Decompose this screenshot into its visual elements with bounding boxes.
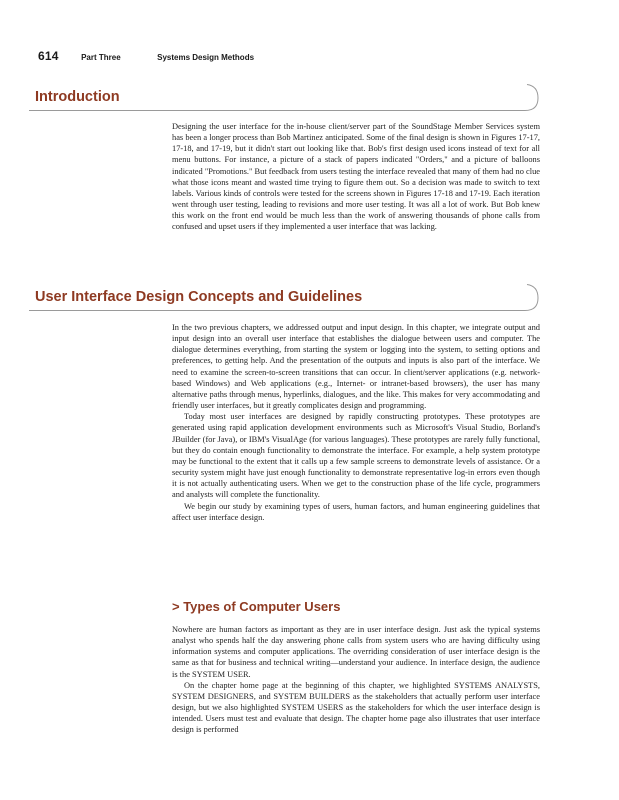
concepts-paragraph-1: In the two previous chapters, we addressed output and input design. In this chapter, we integrate output and input design into an overall user interface that establishes the dialogue between users and computer. The dialogue determines everything, from starting the system or logging into the system, to setting options and preferences, to getting help. And the presentation of the outputs and inputs is also part of the interface. We need to examine the screen-to-screen transitions that can occur. In client/server applications (e.g. network-based Windows) and Web applications (e.g., Internet- or intranet-based browsers), the user has many alternative paths through menus, hyperlinks, dialogues, and the like. This makes for very accommodating and friendly user interfaces, but it greatly complicates design and programming. [172, 323, 540, 411]
types-of-users-body [172, 624, 540, 736]
types-paragraph-2: On the chapter home page at the beginning of this chapter, we highlighted SYSTEMS ANALYSTS, SYSTEM DESIGNERS, and SYSTEM BUILDERS as the stakeholders that actually perform user interface design, but we also highlighted SYSTEM USERS as the stakeholders for which the user interface design is intended. Users must test and evaluate that design. The chapter home page also illustrates that user interface design is performed [172, 680, 540, 735]
running-head [38, 47, 254, 65]
concepts-paragraph-3: We begin our study by examining types of users, human factors, and human engineering guidelines that affect user interface design. [172, 501, 540, 522]
types-of-users-heading: > Types of Computer Users [172, 599, 341, 614]
introduction-paragraph: Designing the user interface for the in-house client/server part of the SoundStage Member Services system has been a longer process than Bob Martinez anticipated. Some of the final design is shown in Figures 17-17, 17-18, and 17-19, but it didn't start out looking like that. Bob's first design used icons instead of text for all menu buttons. For instance, a picture of a stack of papers indicated "Orders," and a picture of balloons indicated "Promotions." But feedback from users testing the interface revealed that many of them had no clue what those icons meant and wasted time trying to figure them out. So a decision was made to switch to text labels. Various kinds of controls were tested for the screens shown in Figures 17-18 and 17-19. Each iteration went through user testing, leading to revisions and more user testing. It was all a lot of work. But Bob knew this work on the front end would be much less than the work of answering thousands of phone calls from confused and upset users if they implemented a user interface that was lacking. [172, 122, 540, 232]
section-label: Systems Design Methods [157, 53, 255, 62]
introduction-body [172, 121, 540, 233]
concepts-heading: User Interface Design Concepts and Guidelines [35, 289, 363, 305]
introduction-heading: Introduction [35, 89, 120, 105]
concepts-heading-band [29, 284, 539, 312]
introduction-heading-band [29, 84, 539, 112]
concepts-paragraph-2: Today most user interfaces are designed by rapidly constructing prototypes. These prototypes are generated using rapid application development environments such as Microsoft's Visual Studio, Borland's JBuilder (for Java), or IBM's VisualAge (for various languages). These prototypes are rarely fully functional, but they do contain enough functionality to demonstrate the interface. For example, a help system prototype may be functional to the extent that it calls up a few sample screens to demonstrate levels of assistance. Or a security system might have just enough functionality to demonstrate representative log-in errors even though it is not actually authenticating users. When we get to the construction phase of the life cycle, programmers and analysts will complete the functionality. [172, 412, 540, 500]
types-paragraph-1: Nowhere are human factors as important as they are in user interface design. Just ask the typical systems analyst who spends half the day answering phone calls from system users who are having difficulty using information systems and computer applications. The overriding consideration of user interface design is the same as that for business and technical writing—understand your audience. In interface design, the audience is the SYSTEM USER. [172, 625, 540, 679]
part-label: Part Three [81, 53, 121, 62]
page-number: 614 [38, 49, 59, 63]
concepts-body [172, 322, 540, 523]
